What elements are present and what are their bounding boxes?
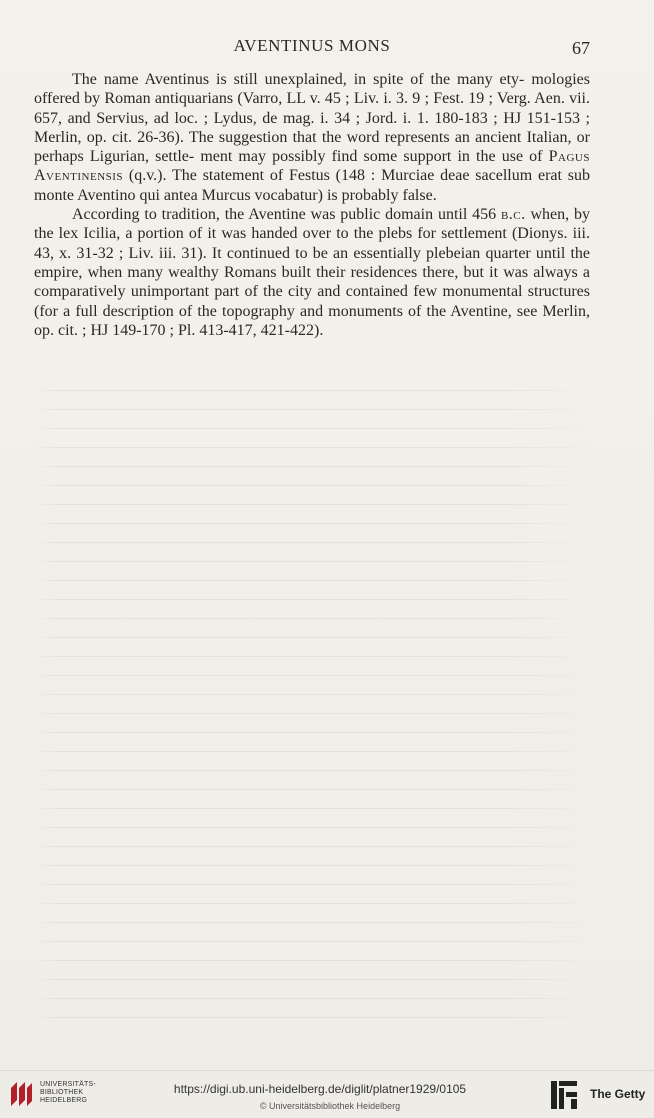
getty-logo-icon — [550, 1079, 578, 1111]
getty-partner-label: The Getty — [590, 1087, 646, 1101]
copyright-notice: © Universitätsbibliothek Heidelberg — [259, 1101, 401, 1111]
library-name-line-3: HEIDELBERG — [40, 1097, 88, 1104]
paragraph-1 — [34, 70, 590, 205]
ub-heidelberg-logo-icon — [8, 1079, 34, 1109]
bc-abbrev: b.c. — [500, 206, 526, 224]
library-name — [40, 1081, 96, 1105]
paragraph-2 — [34, 205, 590, 340]
viewer-footer — [0, 1070, 654, 1118]
paragraph-1-text: The name Aventinus is still unexplained, in spite of the many ety- mologies offered by Roman antiquarians (Varro, LL v. 45 ; Liv. i. 3. 9 ; Fest. 19 ; Verg. Aen. vii. 657, and Servius, ad loc. ; Lydus, de mag. i. 34 ; Jord. i. 1. 180-183 ; HJ 151-153 ; Merlin, op. cit. 26-36). The suggestion that the word represents an ancient Italian, or perhaps Ligurian, settle- ment may possibly find some support in the use of — [34, 71, 590, 166]
paragraph-2-text: According to tradition, the Aventine was public domain until 456 — [72, 206, 501, 224]
paragraph-2-text-cont: when, by the lex Icilia, a portion of it was handed over to the plebs for settlement (Dionys. iii. 43, x. 31-32 ; Liv. iii. 31). It continued to be an essentially plebeian quarter until the empire, when many wealthy Romans built their residences there, but it was always a comparatively unimportant part of the city and contained few monumental structures (for a full description of the topography and monuments of the Aventine, see Merlin, op. cit. ; HJ 149-170 ; Pl. 413-417, 421-422). — [34, 206, 591, 339]
show-through-bleed — [34, 380, 594, 1020]
body-text — [34, 70, 590, 340]
running-head: AVENTINUS MONS — [233, 36, 391, 55]
source-url-link[interactable]: https://digi.ub.uni-heidelberg.de/diglit/platner1929/0105 — [173, 1082, 467, 1096]
library-name-line-2: BIBLIOTHEK — [40, 1089, 84, 1096]
paragraph-1-text-cont: (q.v.). The statement of Festus (148 : Murciae deae sacellum erat sub monte Aventino qui antea Murcus vocabatur) is probably false. — [34, 167, 590, 204]
page-number: 67 — [572, 38, 590, 58]
library-name-line-1: UNIVERSITÄTS- — [40, 1081, 96, 1088]
pagus-aventinensis-ref: Pagus Aventinensis — [34, 148, 590, 185]
page-header — [34, 36, 590, 60]
